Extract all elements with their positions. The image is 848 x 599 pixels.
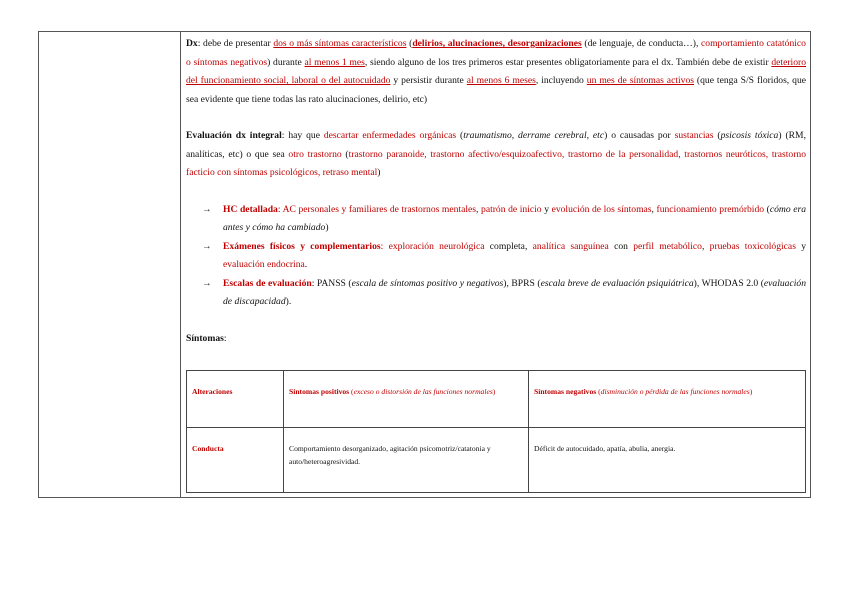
- dx-highlight: al menos 1 mes: [304, 56, 365, 68]
- bullet-hc: [202, 201, 806, 238]
- arrow-icon: →: [202, 203, 212, 215]
- bullet-highlight: pruebas toxicológicas: [709, 240, 796, 252]
- eval-text: ) o causadas por: [604, 130, 675, 141]
- bullet-text: y: [541, 203, 552, 215]
- dx-text: y persistir durante: [390, 75, 467, 86]
- dx-highlight: dos o más síntomas característicos: [273, 38, 407, 49]
- bullet-text: ), BPRS (: [503, 277, 541, 289]
- row-conducta-positivos: Comportamiento desorganizado, agitación psicomotriz/catatonia y auto/heteroagresividad.: [284, 428, 529, 493]
- dx-text: (: [406, 38, 413, 49]
- eval-highlight: otro trastorno: [288, 148, 342, 160]
- bullet-text: ).: [285, 296, 292, 307]
- bullet-highlight: patrón de inicio: [481, 203, 542, 215]
- bullet-text: con: [608, 240, 634, 252]
- eval-text: (: [341, 148, 349, 160]
- dx-highlight: un mes de síntomas activos: [586, 75, 694, 86]
- row-conducta-negativos: Déficit de autocuidado, apatía, abulia, anergia.: [529, 428, 806, 493]
- eval-text: (: [713, 130, 721, 141]
- bullet-highlight: analítica sanguínea: [532, 240, 609, 252]
- bullet-text: ), WHODAS 2.0 (: [693, 277, 764, 289]
- bullet-italic: evaluación de discapacidad: [223, 277, 806, 307]
- dx-text: : debe de presentar: [197, 38, 274, 49]
- dx-text: (de lenguaje, de conducta…),: [581, 38, 702, 49]
- bullet-text: :: [277, 203, 283, 215]
- bullet-label: HC detallada: [223, 203, 278, 215]
- header-alteraciones: Alteraciones: [187, 371, 284, 428]
- bullet-text: ): [325, 222, 329, 233]
- bullet-text: :: [380, 240, 389, 252]
- symptoms-table: [186, 370, 806, 493]
- header-positivos: [284, 371, 529, 428]
- eval-highlight: descartar enfermedades orgánicas: [323, 130, 457, 141]
- table-row: [187, 428, 806, 493]
- eval-text: ): [377, 167, 381, 178]
- bullet-escalas: [202, 275, 806, 312]
- bullet-text: ,: [701, 240, 710, 252]
- dx-text: , siendo alguno de los tres primeros estar presentes obligatoriamente para el dx. También debe de existir: [364, 56, 772, 68]
- header-negativos: [529, 371, 806, 428]
- eval-text: ) (RM, analíticas, etc) o que sea: [186, 130, 806, 160]
- bullet-italic: cómo era antes y cómo ha cambiado: [223, 203, 807, 233]
- eval-text: : hay que: [281, 130, 324, 141]
- dx-highlight: comportamiento catatónico o síntomas negativos: [186, 38, 806, 68]
- header-label: Síntomas negativos: [534, 387, 597, 396]
- left-empty-column: [39, 32, 181, 497]
- bullet-examenes: [202, 238, 806, 275]
- header-italic: exceso o distorsión de las funciones normales: [353, 387, 493, 396]
- sintomas-label: Síntomas: [186, 332, 224, 344]
- document-table: [38, 31, 811, 498]
- row-conducta-label: Conducta: [187, 428, 284, 493]
- dx-text: , incluyendo: [535, 75, 587, 86]
- dx-text: ) durante: [267, 56, 305, 68]
- dx-highlight: deterioro del funcionamiento social, laboral o del autocuidado: [186, 56, 806, 86]
- header-italic: disminución o pérdida de las funciones normales: [600, 387, 750, 396]
- bullet-text: ,: [651, 203, 657, 215]
- content-cell: [186, 35, 807, 466]
- bullet-highlight: AC personales y familiares de trastornos mentales: [282, 203, 477, 215]
- bullet-highlight: perfil metabólico: [633, 240, 702, 252]
- dx-text: (que tenga S/S floridos, que sea evidente que tiene todas las rato alucinaciones, delirio, etc): [186, 75, 807, 105]
- bullet-text: (: [764, 203, 770, 215]
- table-header-row: [187, 371, 806, 428]
- bullet-label: Escalas de evaluación: [223, 277, 312, 289]
- eval-paragraph: [186, 127, 806, 183]
- eval-highlight: trastorno paranoide, trastorno afectivo/esquizoafectivo, trastorno de la personalidad, trastornos neuróticos, trastorno facticio con síntomas psicológicos, retraso mental: [186, 148, 806, 178]
- sintomas-heading: [186, 330, 806, 349]
- bullet-text: ,: [476, 203, 482, 215]
- bullet-highlight: exploración neurológica: [388, 240, 485, 252]
- bullet-highlight: evaluación endocrina: [223, 259, 305, 270]
- bullet-italic: escala breve de evaluación psiquiátrica: [540, 277, 694, 289]
- header-text: (: [596, 387, 601, 396]
- bullet-highlight: funcionamiento premórbido: [656, 203, 765, 215]
- bullet-label: Exámenes físicos y complementarios: [223, 240, 381, 252]
- evaluation-bullet-list: [186, 201, 806, 312]
- bullet-text: y: [795, 240, 807, 252]
- dx-highlight: al menos 6 meses: [466, 75, 536, 86]
- header-text: (: [349, 387, 354, 396]
- eval-highlight: sustancias: [674, 130, 714, 141]
- eval-italic: psicosis tóxica: [720, 130, 779, 141]
- bullet-text: .: [304, 259, 308, 270]
- header-text: ): [749, 387, 753, 396]
- arrow-icon: →: [202, 240, 212, 252]
- bullet-text: : PANSS (: [311, 277, 352, 289]
- eval-text: (: [456, 130, 464, 141]
- eval-label: Evaluación dx integral: [186, 130, 282, 141]
- dx-paragraph: [186, 35, 806, 109]
- dx-label: Dx: [186, 38, 198, 49]
- header-text: ): [492, 387, 496, 396]
- sintomas-colon: :: [223, 332, 227, 344]
- arrow-icon: →: [202, 277, 212, 289]
- header-label: Síntomas positivos: [289, 387, 350, 396]
- dx-highlight: delirios, alucinaciones, desorganizaciones: [412, 38, 582, 49]
- bullet-text: completa,: [484, 240, 533, 252]
- eval-italic: traumatismo, derrame cerebral, etc: [463, 130, 605, 141]
- bullet-highlight: evolución de los síntomas: [551, 203, 652, 215]
- bullet-italic: escala de síntomas positivo y negativos: [351, 277, 504, 289]
